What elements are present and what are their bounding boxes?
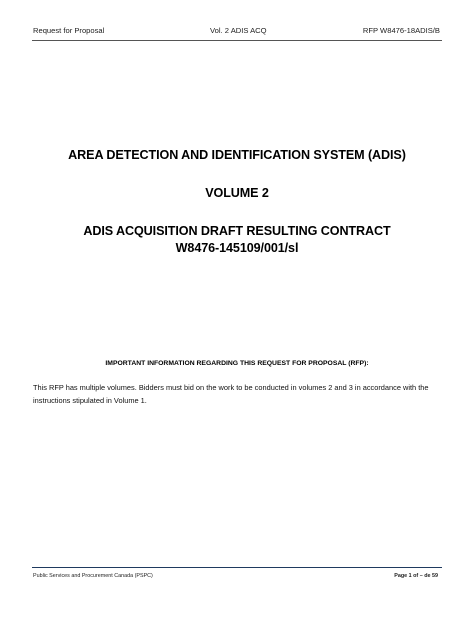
header-rfp-number: RFP W8476-18ADIS/B — [362, 26, 440, 35]
important-heading: IMPORTANT INFORMATION REGARDING THIS REQUEST FOR PROPOSAL (RFP): — [105, 360, 369, 367]
page-header — [32, 26, 442, 40]
system-title: AREA DETECTION AND IDENTIFICATION SYSTEM (ADIS) — [68, 148, 406, 162]
footer-organization: Public Services and Procurement Canada (PSPC) — [33, 573, 153, 579]
header-volume: Vol. 2 ADIS ACQ — [210, 26, 267, 35]
contract-title: ADIS ACQUISITION DRAFT RESULTING CONTRACT — [83, 224, 391, 238]
volume-title: VOLUME 2 — [205, 186, 269, 200]
footer-divider — [32, 567, 442, 568]
page-footer — [32, 573, 442, 583]
important-paragraph: This RFP has multiple volumes. Bidders must bid on the work to be conducted in volumes 2 and 3 in accordance with the instructions stipulated in Volume 1. — [33, 383, 429, 405]
footer-page-number: Page 1 of – de 59 — [394, 573, 438, 579]
header-divider — [32, 40, 442, 41]
header-document-type: Request for Proposal — [33, 26, 105, 35]
contract-number: W8476-145109/001/sl — [175, 241, 299, 255]
